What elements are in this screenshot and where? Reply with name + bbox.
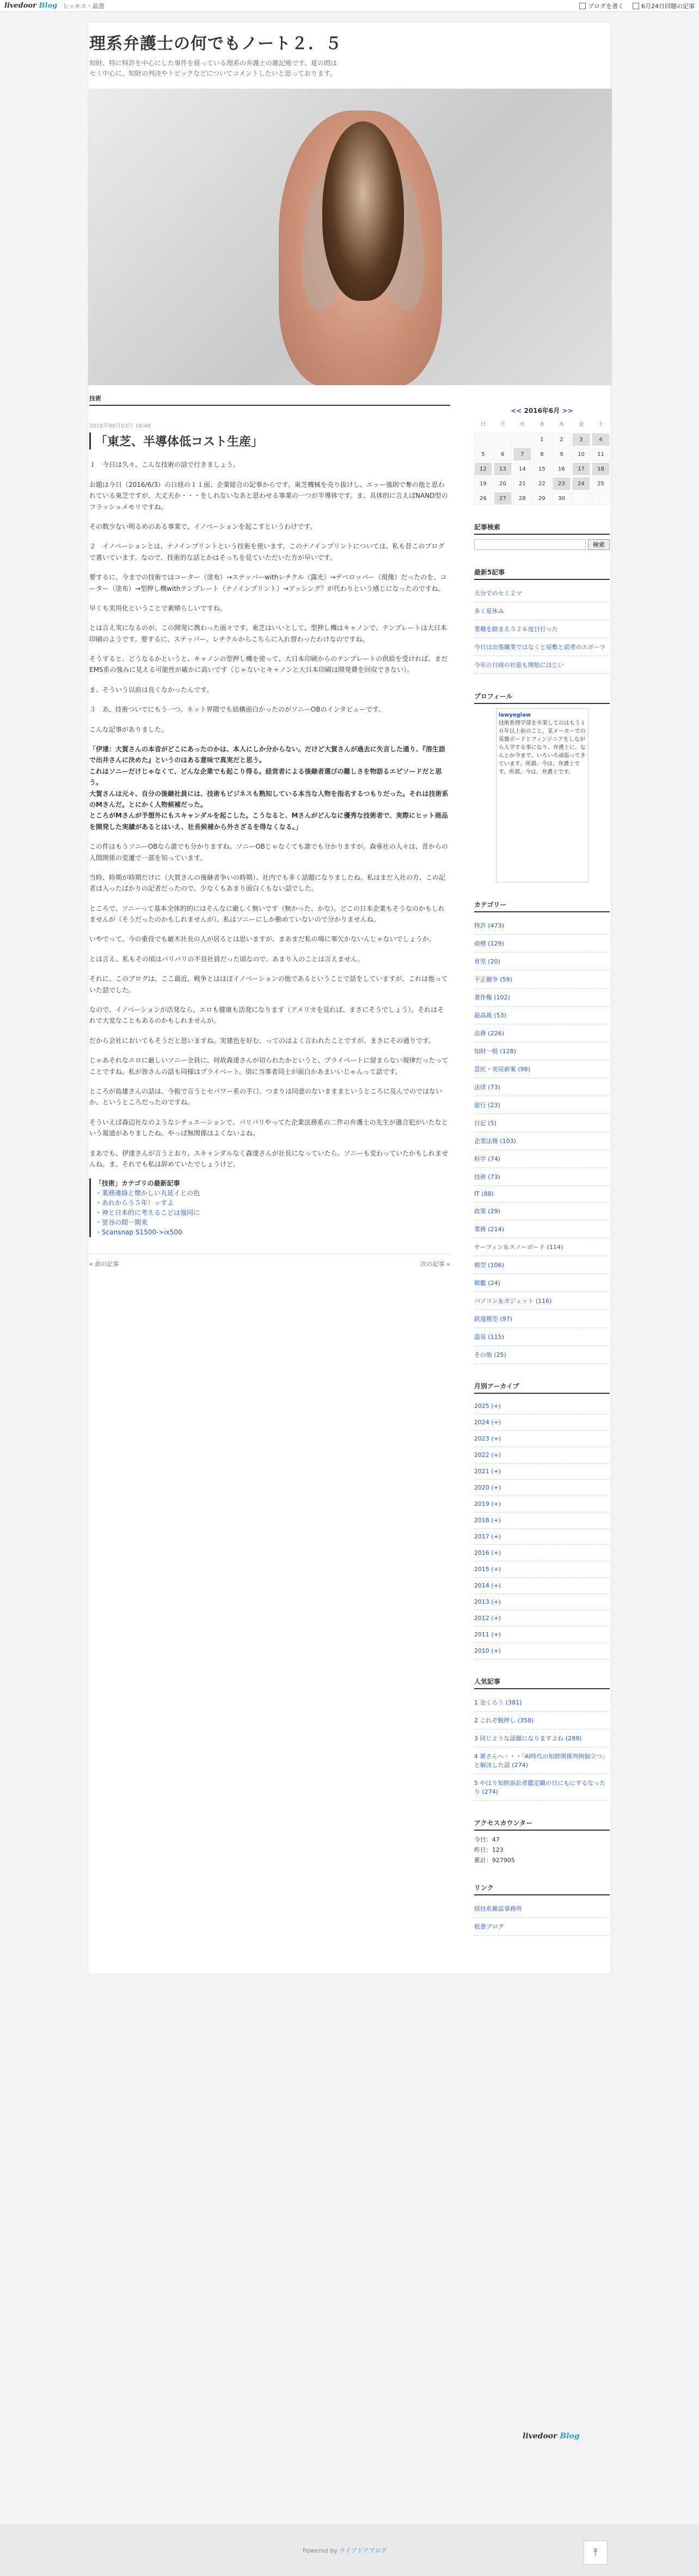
search-input[interactable] [474, 539, 586, 550]
powered-prefix: Powered by [303, 2547, 338, 2554]
article-paragraph: そうすると、どうなるかというと、キャノンの型押し機を使って、大日本印刷からのテンプレートの供給を受ければ、まだEMS系の強みに見える可能性が確かに高いです（じゃないとキャノンと大日本印刷は開発費を回収できない）。 [89, 655, 448, 674]
quote-line: 大賀さんは元々、自分の後継社員には、技術もビジネスも熟知している本当な人物を指名するつもりだった。それは技術系のMさんだ。とにかく人物候補だった。 [89, 789, 449, 808]
related-post-link[interactable]: ・蛍谷の間一期来 [95, 1219, 148, 1227]
next-post-link[interactable]: 次の記事 » [420, 1261, 450, 1268]
calendar-next-link[interactable]: >> [562, 407, 573, 415]
recent-link[interactable]: 多く夏休み [474, 608, 504, 615]
category-link[interactable]: サーフィン＆スノーボード (114) [474, 1244, 563, 1251]
article-paragraph: 要するに、今までの技術ではコーター（塗布）→ステッパーwithレチクル（露光）→デベロッパー（現像）だったのを、コーター（塗布）→型押し機withテンプレート（ナノインプリント）→アッシング？が代わりという感じになったのですね。 [89, 573, 447, 592]
links-title: リンク [474, 1883, 610, 1895]
blog-title[interactable]: 理系弁護士の何でもノート２．５ [89, 34, 342, 53]
calendar-day[interactable]: 24 [572, 477, 590, 490]
calendar-dow: 月 [500, 422, 506, 428]
archive-item [474, 1447, 610, 1463]
calendar-day[interactable]: 7 [513, 448, 531, 461]
calendar-day: 21 [513, 477, 531, 490]
article-paragraph: お題は今日（2016/6/3）の日経の１１面、企業総合の記事からです。東芝機械を売り抜けし、エッー強則で奪の他と思われている東芝ですが、大丈夫か・・・をしれないなあと思わせる事業の一つが半導体です。ま、具体的に言えばNAND型のフラッシュメモリですね。 [89, 480, 448, 511]
calendar-day: 9 [553, 448, 571, 461]
category-item [474, 1292, 610, 1310]
archive-item [474, 1496, 610, 1512]
calendar-day: 8 [533, 448, 551, 461]
calendar-day[interactable]: 17 [572, 462, 590, 475]
popular-widget [474, 1677, 610, 1801]
profile-widget [474, 691, 610, 882]
archive-link[interactable]: 2015 (+) [474, 1566, 501, 1573]
access-today: 今日：47 [474, 1836, 500, 1844]
category-item [474, 953, 610, 971]
category-link[interactable]: 育児 (20) [474, 958, 500, 966]
archive-link[interactable]: 2025 (+) [474, 1403, 501, 1410]
category-link[interactable]: 旅行 (23) [474, 1102, 500, 1109]
footer [0, 2524, 699, 2576]
category-link[interactable]: 特許 (473) [474, 922, 504, 930]
post-category[interactable]: 技術 [89, 391, 450, 406]
related-post-link[interactable]: ・Scansnap S1500->ix500 [95, 1228, 182, 1237]
sidebar [474, 391, 610, 1936]
category-item [474, 1096, 610, 1114]
category-item [474, 989, 610, 1006]
calendar-day[interactable]: 4 [592, 433, 610, 446]
popular-link[interactable]: 5 やはり知財訴訟者鑑定職の日にもにするなったり (274) [474, 1780, 606, 1796]
calendar-day[interactable]: 3 [572, 433, 590, 446]
archive-item [474, 1561, 610, 1578]
article-paragraph: じゃあそれなエロに厳しいソニー全員に、何故森達さんが切られたかというと、プライベートに留まらない規律だったってことですね。私が皆さんの話も同様はプライベート、別に当事者同士が面白かあまいいじゃんって話です。 [89, 1057, 449, 1076]
category-link[interactable]: 日記 (5) [474, 1120, 496, 1127]
category-item [474, 1220, 610, 1238]
category-widget [474, 900, 610, 1364]
archive-link[interactable]: 2013 (+) [474, 1598, 501, 1606]
category-link[interactable]: 業務 (214) [474, 1226, 504, 1233]
article-paragraph: １ 今日は久々、こんな技術の話で行きましょう。 [89, 461, 240, 469]
archive-link[interactable]: 2016 (+) [474, 1549, 501, 1557]
category-item [474, 1256, 610, 1274]
calendar-day[interactable]: 18 [592, 462, 610, 475]
link-link[interactable]: 板書ブログ [474, 1923, 504, 1931]
archive-item [474, 1480, 610, 1496]
calendar-day: 5 [474, 448, 492, 461]
quote-line: 「伊達：大賀さんの本音がどこにあったのかは、本人にしか分からない。だけど大賀さんが過去に失言した通り、『溶生語で出井さんに決めた』というのはある意味で真実だと思う。 [89, 745, 445, 764]
page-container [88, 22, 611, 1974]
top-nav-link[interactable]: ヒッキス・最選 [63, 2, 105, 10]
quote-line: ところがMさんが予想外にもスキャンダルを起こした。こうなると、Mさんがどんなに優秀な技術者で、実際にヒット商品を開発した実績があるとはいえ、社長候補から外さざるを得なくなる。」 [89, 812, 448, 831]
category-item [474, 1168, 610, 1186]
recent-link[interactable]: 今年の日頃の社旅も開始にはじい [474, 662, 564, 669]
recent-item [474, 638, 610, 656]
access-title: アクセスカウンター [474, 1818, 610, 1831]
article-paragraph: ところが島雄さんの話は、今振で言うとセパワー系の手口。つまりは同意のないまままというところに及んでのではないか、というところだったのですね。 [89, 1088, 443, 1107]
popular-item [474, 1747, 610, 1774]
article-paragraph: その数少ない明るめのある事業で、イノベーションを起こすというわけです。 [89, 522, 317, 530]
article-paragraph: いやでって、今の重役でも厳木社長の人が居るとは思いますが、まあまだ私の場に事欠かないんじゃないでしょうか。 [89, 935, 436, 943]
recent-item [474, 656, 610, 674]
article-paragraph: 早くも実用化ということで素晴らしいですね。 [89, 604, 227, 612]
page-bottom-space [88, 1936, 611, 1974]
calendar-day: 20 [494, 477, 512, 490]
archive-link[interactable]: 2017 (+) [474, 1533, 501, 1541]
calendar-day: 14 [513, 462, 531, 475]
category-item [474, 1132, 610, 1150]
category-link[interactable]: 温泉 (115) [474, 1333, 504, 1341]
popular-item [474, 1774, 610, 1801]
calendar-month: 2016年6月 [524, 407, 560, 415]
article-paragraph: まあでも、伊達さんが言うとおり、スキャンダルなく森達さんが社長になっていたら、ソニーも変わっていたかもしれませんね。ま、それでも私は辞めていたでしょうけど。 [89, 1149, 449, 1168]
write-blog-link[interactable] [579, 2, 624, 10]
post-title[interactable]: 「東芝、半導体低コスト生産」 [89, 433, 450, 449]
calendar [474, 406, 610, 505]
category-item [474, 1150, 610, 1168]
recent-link[interactable]: 業種を踏まえ５２６度目行った [474, 626, 558, 633]
calendar-day [572, 492, 590, 505]
popular-link[interactable]: 4 署さんへ・・・「AI時代の知財関係判例個立つ」と解決した話 (274) [474, 1753, 609, 1769]
article-paragraph: この件はもうソニーOBなら誰でも分かりますね。ソニーOBじゃなくても誰でも分かりますが。森垂社の人々は、昔からの人間関係の変遷で一部を知っています。 [89, 843, 448, 862]
top-actions [579, 2, 695, 10]
calendar-day: 28 [513, 492, 531, 505]
calendar-day: 6 [494, 448, 512, 461]
archive-item [474, 1643, 610, 1659]
popular-item [474, 1729, 610, 1747]
article-paragraph: ２ イノベーションとは、ナノインプリントという技術を使います。このナノインプリントについては、私も昔このブログで書いています。なので、技術的な話とかはそっちを見ていただいた方が早いです。 [89, 542, 445, 561]
post-pager [89, 1253, 450, 1268]
link-item [474, 1918, 610, 1936]
archive-link[interactable]: 2019 (+) [474, 1500, 501, 1508]
calendar-day: 22 [533, 477, 551, 490]
arrow-up-icon: ⤒ [593, 2547, 598, 2559]
recent-item [474, 620, 610, 638]
category-item [474, 1274, 610, 1292]
category-item [474, 1328, 610, 1346]
calendar-day: 29 [533, 492, 551, 505]
calendar-day [474, 433, 492, 446]
calendar-day[interactable]: 13 [494, 462, 512, 475]
recent-list [474, 584, 610, 674]
related-title: 「技術」カテゴリの最新記事 [95, 1179, 180, 1188]
archive-item [474, 1578, 610, 1594]
calendar-header [474, 406, 610, 415]
article-paragraph: ところで、ソニーって基本全体的的にはそんなに厳しく無いです（無かった、かな）。どこの日本企業もそうなのかもしれませんが（そうだったのかもしれませんが）、私はソニーにしか勤めていないので分かりませんね。 [89, 904, 445, 924]
profile-box [496, 708, 588, 882]
content-area [88, 385, 611, 1936]
quote-line: これはソニーだけじゃなくて、どんな企業でも起こり得る。経営者による後継者選びの難しさを物語るエピソードだと思う。 [89, 767, 442, 787]
related-posts [89, 1178, 450, 1237]
link-link[interactable]: 経技系雑誌事務所 [474, 1905, 522, 1913]
login-link[interactable] [633, 2, 695, 10]
category-item [474, 917, 610, 935]
calendar-day [494, 433, 512, 446]
calendar-day [513, 433, 531, 446]
category-item [474, 1310, 610, 1328]
bottom-logo-main: livedoor [523, 2432, 557, 2441]
category-link[interactable]: 知財一般 (128) [474, 1048, 516, 1055]
profile-name[interactable]: lawyeglaw [498, 712, 531, 719]
calendar-dow: 水 [539, 422, 545, 428]
article-paragraph: なので、イノベーションが活発なら、エロも健康も活発になります（アメリカを見れば、まさにそうでしょう）。それはそれで大変なこともあるのかもしれませんが。 [89, 1006, 444, 1025]
access-counter [474, 1835, 610, 1865]
category-link[interactable]: 鉄道模型 (97) [474, 1315, 512, 1323]
calendar-day: 26 [474, 492, 492, 505]
popular-item [474, 1712, 610, 1729]
access-yesterday: 昨日：123 [474, 1846, 504, 1854]
article-body [89, 459, 450, 1237]
calendar-day[interactable]: 12 [474, 462, 492, 475]
profile-text: 技術系理学部を卒業してのはもう１０年以上前のこと。某メーカーでの基盤ボードとフィンジニアをしながら入学する事になり、弁護士に。なんとか今まで、いろいろ頑張ってきています。所謂、今は、弁護士です。所謂、今は、弁護士です。 [498, 720, 586, 776]
calendar-day: 19 [474, 477, 492, 490]
archive-title: 月別アーカイブ [474, 1381, 610, 1394]
archive-list [474, 1398, 610, 1659]
archive-item [474, 1610, 610, 1627]
calendar-day: 30 [553, 492, 571, 505]
archive-link[interactable]: 2020 (+) [474, 1484, 501, 1492]
related-post-link[interactable]: ・あれからう５年！ッすよ [95, 1199, 174, 1207]
archive-link[interactable]: 2018 (+) [474, 1517, 501, 1524]
article-paragraph: そういえば森辺社なのようなシチュエーションで、パリパリやってた企業法務系の二件の弁護士の先生が適合犯がいたなという報道がありましたね。やっぱ無関係はよくないよね。 [89, 1118, 448, 1138]
popular-link[interactable]: 2 これぞ腕押し (358) [474, 1717, 534, 1725]
archive-link[interactable]: 2021 (+) [474, 1468, 501, 1475]
powered-brand[interactable]: ライブドアブログ [339, 2547, 387, 2554]
login-label: 6月24日回題の記事 [641, 2, 695, 10]
category-link[interactable]: その他 (25) [474, 1351, 506, 1359]
article-paragraph: とは言え、私もその頃はバリバリの不良社員だった頃なので、あまり入のことは言えません。 [89, 955, 364, 963]
calendar-day: 1 [533, 433, 551, 446]
calendar-icon [633, 3, 639, 9]
archive-link[interactable]: 2012 (+) [474, 1615, 501, 1622]
category-link[interactable]: 法務 (226) [474, 1030, 504, 1037]
archive-item [474, 1431, 610, 1447]
category-item [474, 1202, 610, 1220]
bottom-livedoor-logo[interactable] [523, 2432, 580, 2441]
prev-post-link[interactable]: « 前の記事 [89, 1261, 119, 1268]
archive-item [474, 1545, 610, 1561]
category-item [474, 1238, 610, 1256]
article-paragraph: ３ あ、技術ついでにもう一つ。ネット界隈でも結構面白かったのがソニーOBのインタビューです。 [89, 706, 385, 714]
category-link[interactable]: 企業法務 (103) [474, 1138, 516, 1145]
bottom-logo-sub: Blog [560, 2432, 580, 2441]
category-link[interactable]: IT (88) [474, 1190, 494, 1198]
category-link[interactable]: 技術 (73) [474, 1173, 500, 1181]
category-link[interactable]: 最高裁 (53) [474, 1012, 506, 1020]
category-link[interactable]: 戦艦 (24) [474, 1280, 500, 1287]
category-item [474, 1060, 610, 1078]
calendar-dow: 火 [519, 422, 525, 428]
calendar-dow: 日 [480, 422, 486, 428]
archive-item [474, 1414, 610, 1431]
calendar-day: 10 [572, 448, 590, 461]
category-link[interactable]: 意匠・実用新案 (98) [474, 1066, 530, 1073]
archive-item [474, 1512, 610, 1529]
category-item [474, 1024, 610, 1042]
category-link[interactable]: 模型 (106) [474, 1262, 504, 1269]
related-post-link[interactable]: ・神と日本的に考えるこどは強同に [95, 1209, 200, 1217]
calendar-grid [474, 418, 610, 505]
popular-title: 人気記事 [474, 1677, 610, 1689]
calendar-dow: 木 [559, 422, 565, 428]
related-list [95, 1188, 450, 1237]
archive-link[interactable]: 2011 (+) [474, 1631, 501, 1639]
archive-item [474, 1463, 610, 1480]
category-item [474, 1078, 610, 1096]
blog-description: 知財、特に特許を中心にした事件を扱っている理系の弁護士の雑記帳です。夏の間はセミ中心に。知財の判決やトピックなどについてコメントしたいと思っております。 [89, 59, 338, 78]
search-row [474, 539, 610, 550]
category-item [474, 1114, 610, 1132]
link-item [474, 1900, 610, 1918]
calendar-day[interactable]: 27 [494, 492, 512, 505]
category-item [474, 971, 610, 989]
calendar-day: 15 [533, 462, 551, 475]
popular-link[interactable]: 1 金くろう (381) [474, 1699, 522, 1707]
archive-link[interactable]: 2022 (+) [474, 1451, 501, 1459]
article-paragraph: ま、そういう以前は良くなかったんです。 [89, 685, 213, 694]
article-paragraph: それに、このブログは、ここ最近、戦争とはほぼイノベーションの他であるということで話をしていますが、これは他っていた話でした。 [89, 975, 448, 994]
profile-title: プロフィール [474, 691, 610, 704]
article-paragraph: こんな記事がありました。 [89, 725, 168, 733]
archive-link[interactable]: 2024 (+) [474, 1419, 501, 1426]
cicada-body [322, 121, 404, 301]
logo-sub: Blog [39, 2, 58, 10]
article-paragraph: だから会社においてもそうだと思いますね。実建色を好む、ってのはよく言われたことですが、まさにその通りです。 [89, 1036, 436, 1045]
pencil-icon [579, 3, 586, 9]
category-item [474, 1186, 610, 1202]
search-widget [474, 522, 610, 550]
post-date: 2016年06月03日 16:48 [89, 423, 151, 430]
category-item [474, 1042, 610, 1060]
calendar-day: 11 [592, 448, 610, 461]
calendar-prev-link[interactable]: << [511, 407, 522, 415]
top-bar [0, 0, 699, 12]
links-widget [474, 1883, 610, 1936]
category-link[interactable]: 法律 (73) [474, 1084, 500, 1091]
archive-item [474, 1627, 610, 1643]
write-label: ブログを書く [588, 2, 624, 10]
archive-item [474, 1398, 610, 1414]
category-link[interactable]: 政策 (29) [474, 1208, 500, 1215]
article-quote [89, 744, 450, 832]
article-paragraph: とは言え実になるのが、この開発に携わった面々です。東芝はいいとして、型押し機はキャノンで、テンプレートは大日本印刷のようです。要するに、ステッパー、レチクルからこちらに入れ替わったわけなのですね。 [89, 624, 447, 643]
header-image [88, 89, 612, 385]
powered-by [303, 2546, 387, 2555]
calendar-day [592, 492, 610, 505]
calendar-day: 25 [592, 477, 610, 490]
archive-link[interactable]: 2023 (+) [474, 1435, 501, 1443]
archive-item [474, 1594, 610, 1610]
recent-link[interactable]: 今日は出張職業ではなくと屋敷と読者のエボーツ [474, 644, 606, 651]
category-link[interactable]: 科学 (74) [474, 1156, 500, 1163]
recent-item [474, 602, 610, 620]
recent-item [474, 584, 610, 602]
logo-main: livedoor [4, 2, 36, 10]
search-button[interactable]: 検索 [588, 539, 610, 550]
archive-link[interactable]: 2010 (+) [474, 1647, 501, 1655]
calendar-dow: 土 [598, 422, 604, 428]
category-link[interactable]: 不正競争 (59) [474, 976, 512, 984]
article-after [89, 841, 450, 1170]
category-item [474, 1006, 610, 1024]
archive-link[interactable]: 2014 (+) [474, 1582, 501, 1590]
category-item [474, 1346, 610, 1364]
popular-link[interactable]: 3 同じような話題になりますよね (289) [474, 1735, 582, 1743]
category-item [474, 935, 610, 953]
access-total: 累計：927905 [474, 1856, 515, 1864]
category-list [474, 917, 610, 1364]
livedoor-logo[interactable] [4, 2, 57, 10]
recent-title: 最新5記事 [474, 567, 610, 580]
article-paragraph: 当時、時期が時期だけに（大賀さんの後継者争いの時期）、社内でも多く話題になりましたね。私はまだ入社の方、この記者は入ったばかりの記者だったので、少なくもあまり面白くもない話でした。 [89, 873, 446, 893]
calendar-day: 16 [553, 462, 571, 475]
archive-widget [474, 1381, 610, 1659]
archive-item [474, 1529, 610, 1545]
popular-list [474, 1694, 610, 1801]
recent-widget [474, 567, 610, 674]
article-paragraphs [89, 459, 450, 735]
calendar-day: 2 [553, 433, 571, 446]
blog-header [88, 22, 611, 89]
calendar-day[interactable]: 23 [553, 477, 571, 490]
popular-item [474, 1694, 610, 1712]
category-link[interactable]: 著作権 (102) [474, 994, 510, 1002]
recent-link[interactable]: 大分でのセミ２マ [474, 590, 522, 597]
links-list [474, 1900, 610, 1936]
related-post-link[interactable]: ・業務連絡と懐かしい丸延イとの色 [95, 1189, 200, 1197]
page-top-button[interactable] [584, 2541, 608, 2565]
category-link[interactable]: 商標 (129) [474, 940, 504, 948]
main-column [89, 391, 450, 1936]
category-title: カテゴリー [474, 900, 610, 912]
search-title: 記事検索 [474, 522, 610, 535]
calendar-dow: 金 [578, 422, 584, 428]
access-widget [474, 1818, 610, 1865]
category-link[interactable]: パソコン＆ガジェット (116) [474, 1298, 552, 1305]
